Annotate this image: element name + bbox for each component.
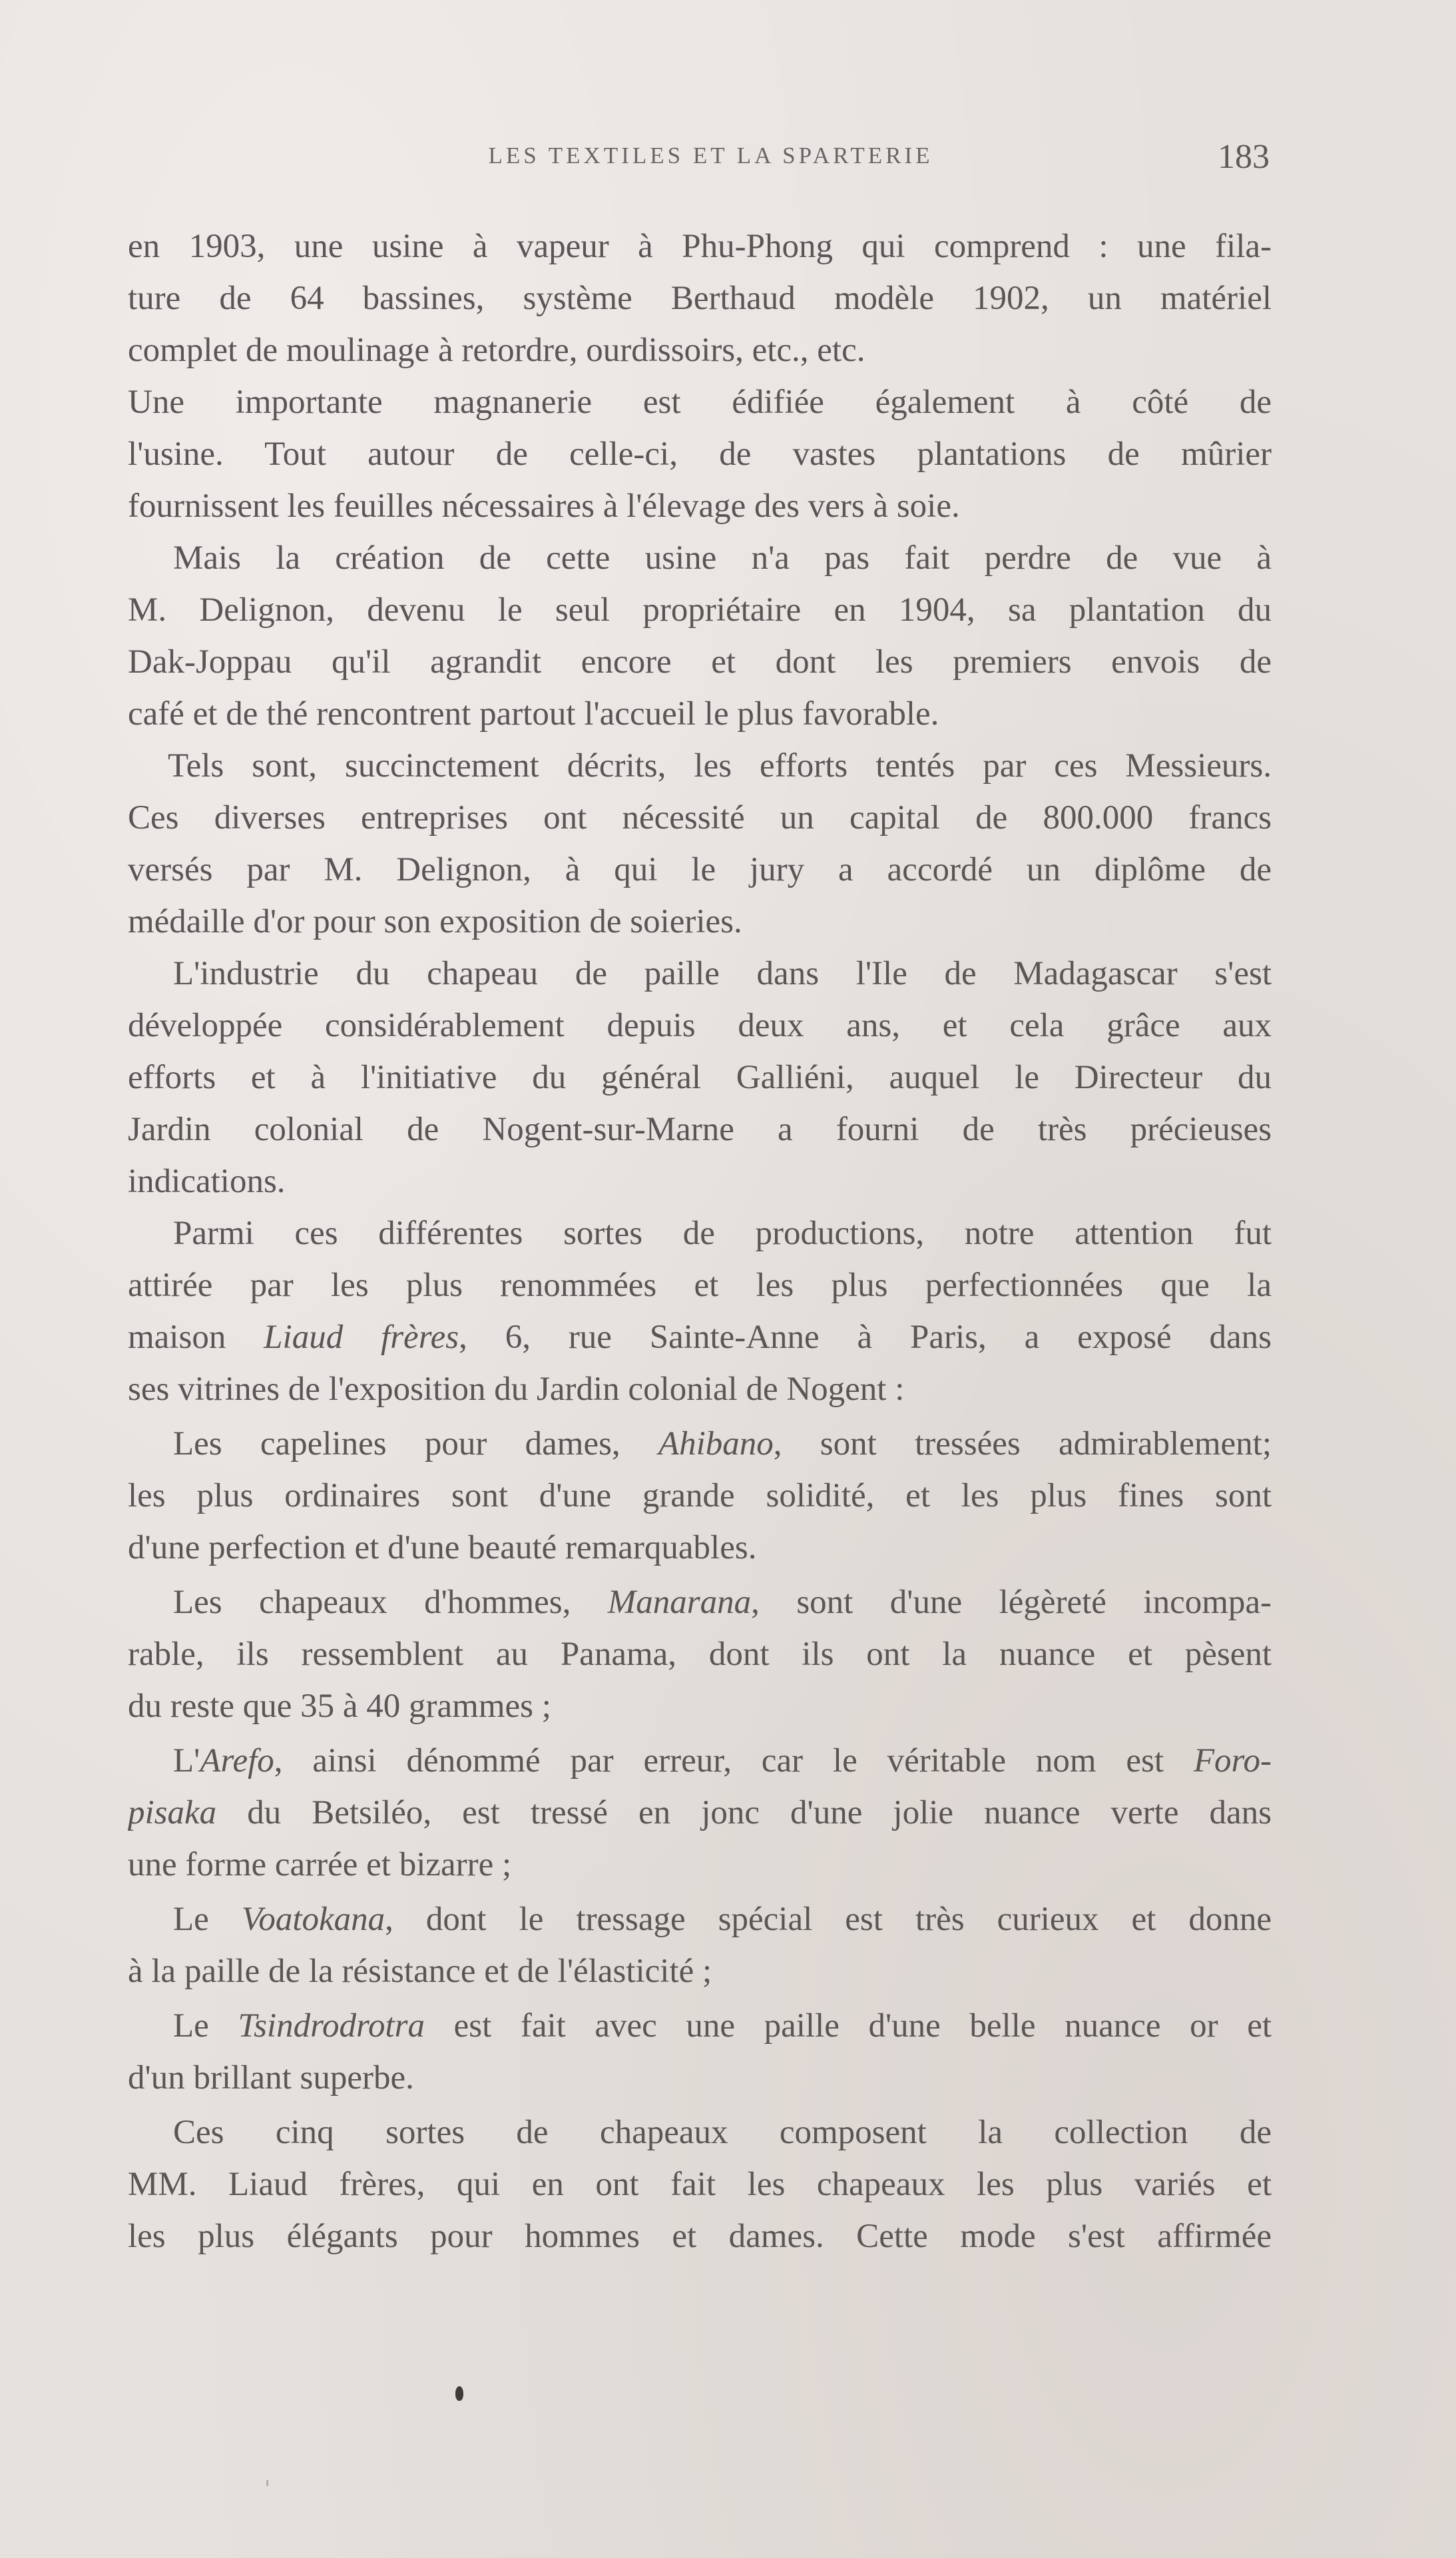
italic-term: Voatokana — [241, 1901, 385, 1938]
page-number: 183 — [1218, 138, 1270, 176]
text-run: , ainsi dénommé par erreur, car le véritable nom est — [274, 1742, 1194, 1779]
text-line: MM. Liaud frères, qui en ont fait les chapeaux les plus variés et — [128, 2166, 1272, 2203]
text-run: , sont d'une légèreté incompa- — [751, 1584, 1272, 1621]
text-line: efforts et à l'initiative du général Galliéni, auquel le Directeur du — [128, 1059, 1272, 1096]
text-line — [128, 1893, 1272, 1945]
text-line: médaille d'or pour son exposition de soieries. — [128, 903, 742, 940]
text-line: attirée par les plus renommées et les plus perfectionnées que la — [128, 1267, 1272, 1304]
text-line — [128, 1311, 1272, 1363]
text-line: M. Delignon, devenu le seul propriétaire en 1904, sa plantation du — [128, 591, 1272, 629]
text-line: L'industrie du chapeau de paille dans l'Ile de Madagascar s'est — [173, 955, 1272, 992]
text-run: Le — [173, 2007, 238, 2045]
text-line: une forme carrée et bizarre ; — [128, 1846, 512, 1883]
text-line: ses vitrines de l'exposition du Jardin colonial de Nogent : — [128, 1371, 905, 1408]
italic-term: Foro- — [1193, 1742, 1272, 1779]
text-line: Dak-Joppau qu'il agrandit encore et dont les premiers envois de — [128, 643, 1272, 681]
text-line — [128, 1418, 1272, 1470]
running-title: LES TEXTILES ET LA SPARTERIE — [488, 143, 933, 168]
text-line — [128, 1735, 1272, 1787]
text-line: fournissent les feuilles nécessaires à l'élevage des vers à soie. — [128, 487, 960, 525]
text-run: Les capelines pour dames, — [173, 1425, 658, 1462]
text-line: l'usine. Tout autour de celle-ci, de vastes plantations de mûrier — [128, 436, 1272, 473]
text-line: les plus ordinaires sont d'une grande solidité, et les plus fines sont — [128, 1477, 1272, 1514]
text-run: Les chapeaux d'hommes, — [173, 1584, 608, 1621]
text-run: , dont le tressage spécial est très curieux et donne — [385, 1901, 1272, 1938]
text-line: Une importante magnanerie est édifiée également à côté de — [128, 384, 1272, 421]
ink-speck — [455, 2386, 463, 2401]
paper-mark — [266, 2480, 268, 2486]
text-line: Parmi ces différentes sortes de productions, notre attention fut — [173, 1215, 1272, 1252]
text-line: Ces cinq sortes de chapeaux composent la collection de — [173, 2114, 1272, 2151]
italic-term: Liaud frères — [264, 1319, 459, 1356]
text-line: Ces diverses entreprises ont nécessité un capital de 800.000 francs — [128, 799, 1272, 836]
text-run: maison — [128, 1319, 264, 1356]
text-line: en 1903, une usine à vapeur à Phu-Phong qui comprend : une fila- — [128, 228, 1272, 265]
text-line: d'un brillant superbe. — [128, 2059, 414, 2096]
text-line: ture de 64 bassines, système Berthaud modèle 1902, un matériel — [128, 280, 1272, 317]
italic-term: Tsindrodrotra — [238, 2007, 425, 2045]
italic-term: pisaka — [128, 1794, 217, 1831]
text-run: L' — [173, 1742, 200, 1779]
text-run: Le — [173, 1901, 242, 1938]
text-line: développée considérablement depuis deux ans, et cela grâce aux — [128, 1007, 1272, 1044]
text-line — [128, 2000, 1272, 2052]
text-line: café et de thé rencontrent partout l'accueil le plus favorable. — [128, 695, 939, 733]
italic-term: Ahibano — [658, 1425, 774, 1462]
page-header — [126, 138, 1295, 182]
text-line: Jardin colonial de Nogent-sur-Marne a fourni de très précieuses — [128, 1111, 1272, 1148]
text-line — [128, 1787, 1272, 1839]
text-line: indications. — [128, 1163, 286, 1200]
text-line: d'une perfection et d'une beauté remarquables. — [128, 1529, 757, 1566]
text-run: , sont tressées admirablement; — [773, 1425, 1272, 1462]
text-line: versés par M. Delignon, à qui le jury a accordé un diplôme de — [128, 851, 1272, 888]
text-run: , 6, rue Sainte-Anne à Paris, a exposé dans — [459, 1319, 1272, 1356]
text-run: du Betsiléo, est tressé en jonc d'une jolie nuance verte dans — [216, 1794, 1272, 1831]
text-line: à la paille de la résistance et de l'élasticité ; — [128, 1953, 712, 1990]
text-line: complet de moulinage à retordre, ourdissoirs, etc., etc. — [128, 332, 865, 369]
text-line — [128, 1576, 1272, 1628]
body-text — [128, 220, 1272, 2262]
text-run: est fait avec une paille d'une belle nuance or et — [425, 2007, 1272, 2045]
text-line: rable, ils ressemblent au Panama, dont ils ont la nuance et pèsent — [128, 1636, 1272, 1673]
italic-term: Arefo — [200, 1742, 274, 1779]
italic-term: Manarana — [607, 1584, 752, 1621]
text-line: les plus élégants pour hommes et dames. Cette mode s'est affirmée — [128, 2218, 1272, 2255]
text-line: Mais la création de cette usine n'a pas fait perdre de vue à — [173, 539, 1272, 577]
text-line: du reste que 35 à 40 grammes ; — [128, 1688, 551, 1725]
text-line: Tels sont, succinctement décrits, les efforts tentés par ces Messieurs. — [168, 747, 1272, 785]
